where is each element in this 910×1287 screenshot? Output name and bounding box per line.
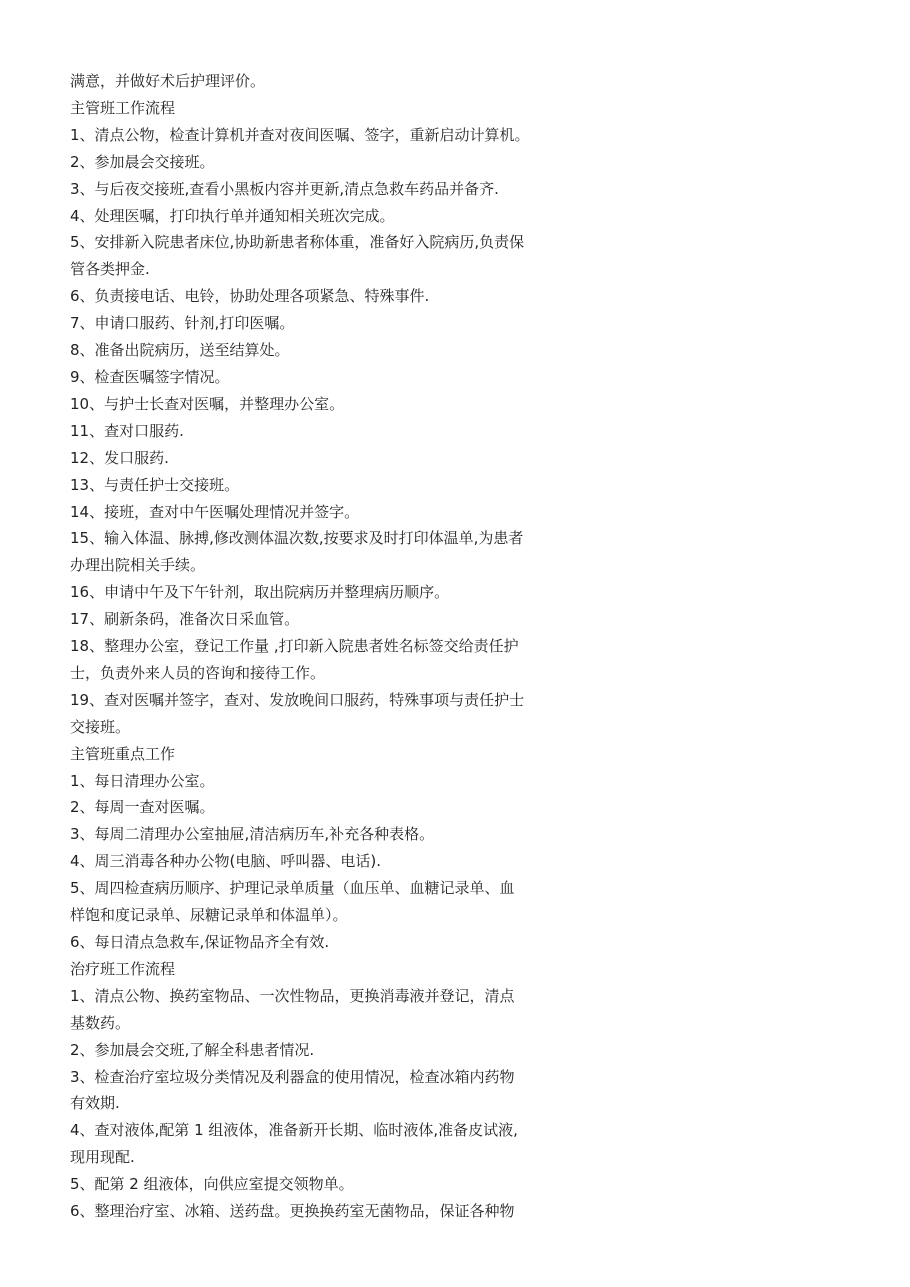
list-item: 5、安排新入院患者床位,协助新患者称体重，准备好入院病历,负责保 bbox=[70, 233, 525, 252]
document-body bbox=[70, 68, 560, 1225]
list-item: 2、每周一查对医嘱。 bbox=[70, 798, 215, 817]
list-item: 4、周三消毒各种办公物(电脑、呼叫器、电话). bbox=[70, 852, 382, 871]
list-item: 4、查对液体,配第 1 组液体，准备新开长期、临时液体,准备皮试液, bbox=[70, 1121, 518, 1140]
list-item: 3、每周二清理办公室抽屉,清洁病历车,补充各种表格。 bbox=[70, 825, 435, 844]
list-item: 7、申请口服药、针剂,打印医嘱。 bbox=[70, 314, 295, 333]
list-item: 2、参加晨会交班,了解全科患者情况. bbox=[70, 1040, 315, 1059]
list-item-continuation: 交接班。 bbox=[70, 717, 131, 736]
list-item: 17、刷新条码，准备次日采血管。 bbox=[70, 610, 300, 629]
list-item: 18、整理办公室，登记工作量 ,打印新入院患者姓名标签交给责任护 bbox=[70, 637, 519, 656]
list-item: 3、检查治疗室垃圾分类情况及利器盒的使用情况，检查冰箱内药物 bbox=[70, 1067, 515, 1086]
list-item: 1、清点公物、换药室物品、一次性物品，更换消毒液并登记，清点 bbox=[70, 986, 515, 1005]
list-item: 6、负责接电话、电铃，协助处理各项紧急、特殊事件. bbox=[70, 287, 430, 306]
list-item: 5、周四检查病历顺序、护理记录单质量（血压单、血糖记录单、血 bbox=[70, 879, 515, 898]
list-item: 1、每日清理办公室。 bbox=[70, 771, 215, 790]
list-item: 11、查对口服药. bbox=[70, 421, 184, 440]
list-item: 5、配第 2 组液体，向供应室提交领物单。 bbox=[70, 1175, 354, 1194]
list-item: 8、准备出院病历，送至结算处。 bbox=[70, 341, 290, 360]
list-item: 19、查对医嘱并签字，查对、发放晚间口服药，特殊事项与责任护士 bbox=[70, 690, 525, 709]
section-heading: 主管班重点工作 bbox=[70, 744, 176, 763]
list-item: 6、每日清点急救车,保证物品齐全有效. bbox=[70, 933, 330, 951]
list-item: 16、申请中午及下午针剂，取出院病历并整理病历顺序。 bbox=[70, 583, 450, 602]
section-heading: 主管班工作流程 bbox=[70, 98, 176, 117]
list-item: 14、接班，查对中午医嘱处理情况并签字。 bbox=[70, 502, 360, 521]
list-item-continuation: 办理出院相关手续。 bbox=[70, 556, 206, 575]
list-item: 12、发口服药. bbox=[70, 448, 169, 467]
list-item-continuation: 现用现配. bbox=[70, 1148, 135, 1167]
list-item: 2、参加晨会交接班。 bbox=[70, 152, 215, 171]
list-item: 6、整理治疗室、冰箱、送药盘。更换换药室无菌物品，保证各种物 bbox=[70, 1202, 515, 1221]
list-item: 4、处理医嘱，打印执行单并通知相关班次完成。 bbox=[70, 206, 395, 225]
list-item-continuation: 基数药。 bbox=[70, 1013, 131, 1032]
list-item: 15、输入体温、脉搏,修改测体温次数,按要求及时打印体温单,为患者 bbox=[70, 529, 524, 548]
list-item-continuation: 有效期. bbox=[70, 1094, 120, 1113]
list-item-continuation: 士，负责外来人员的咨询和接待工作。 bbox=[70, 663, 326, 682]
list-item: 3、与后夜交接班,查看小黑板内容并更新,清点急救车药品并备齐. bbox=[70, 179, 499, 198]
list-item: 13、与责任护士交接班。 bbox=[70, 475, 240, 494]
list-item-continuation: 样饱和度记录单、尿糖记录单和体温单）。 bbox=[70, 906, 348, 925]
list-item: 1、清点公物，检查计算机并查对夜间医嘱、签字，重新启动计算机。 bbox=[70, 125, 530, 144]
list-item-continuation: 管各类押金. bbox=[70, 260, 150, 279]
section-heading: 治疗班工作流程 bbox=[70, 959, 176, 978]
list-item: 9、检查医嘱签字情况。 bbox=[70, 367, 230, 386]
text-line: 满意，并做好术后护理评价。 bbox=[70, 72, 266, 90]
list-item: 10、与护士长查对医嘱，并整理办公室。 bbox=[70, 394, 345, 413]
